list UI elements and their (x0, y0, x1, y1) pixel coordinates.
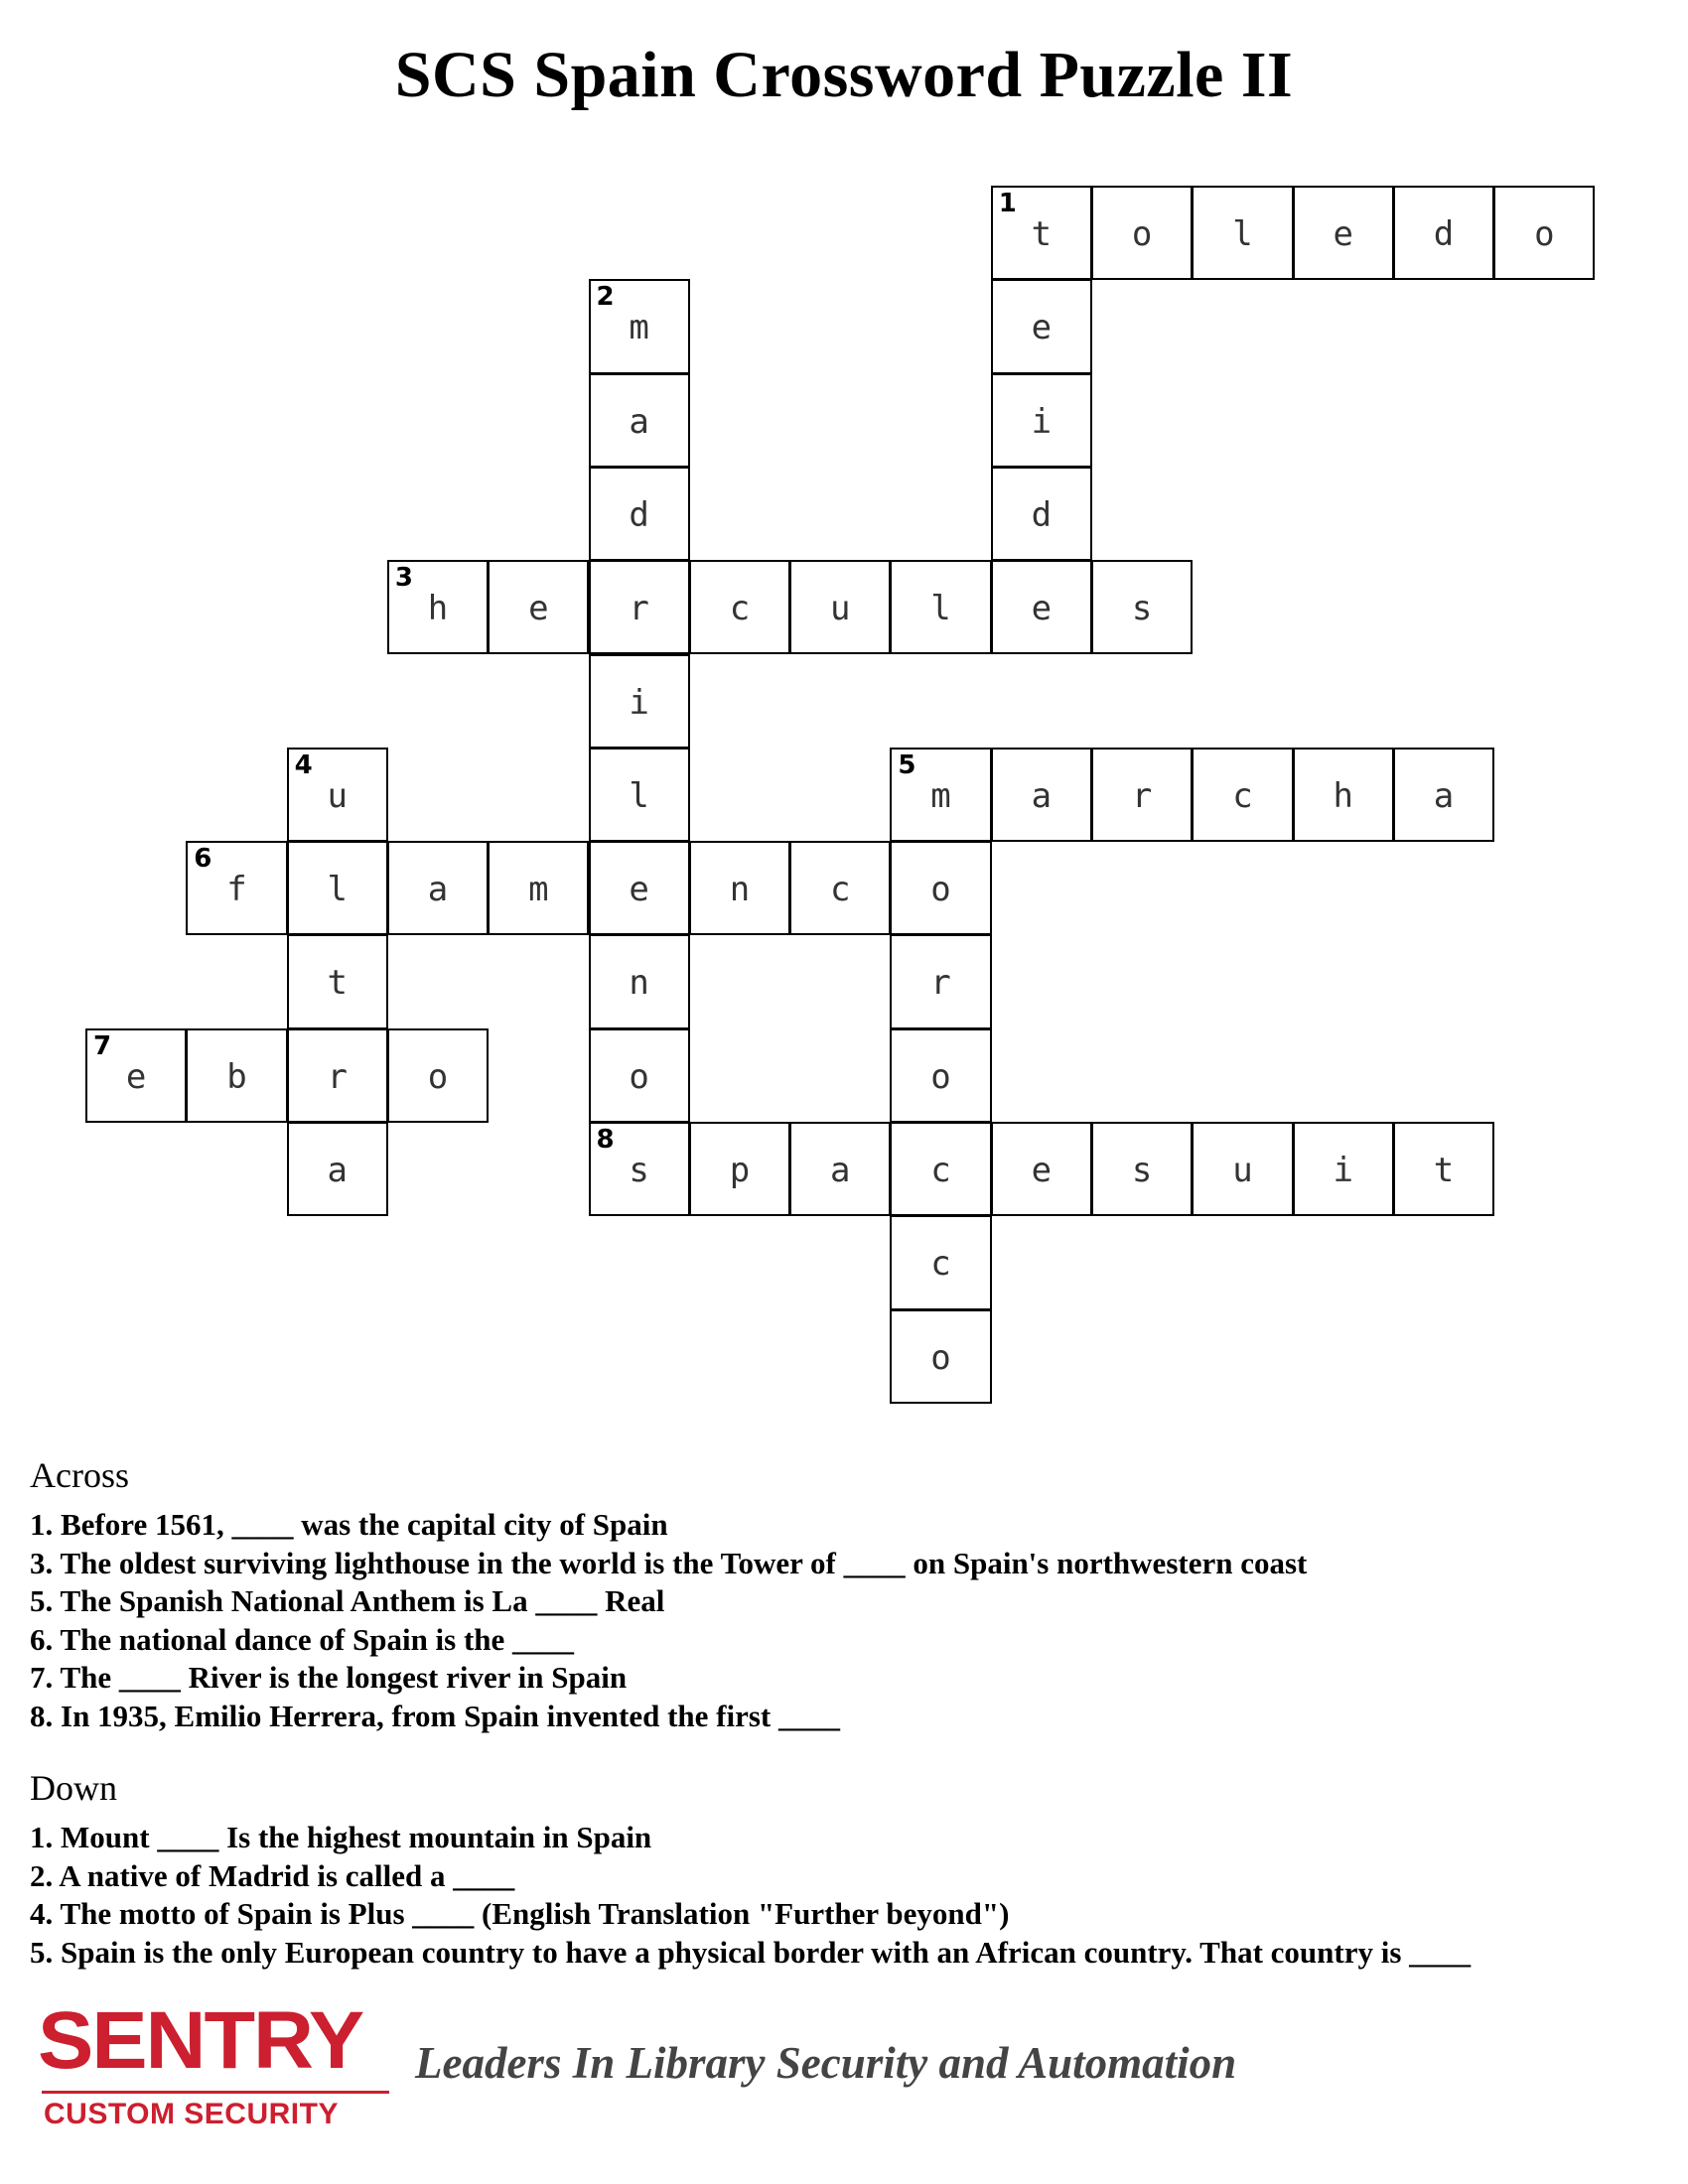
clue-number: 7 (93, 1030, 112, 1061)
crossword-cell[interactable] (287, 1122, 388, 1216)
clue-number: 1 (998, 189, 1017, 218)
crossword-cell[interactable] (1192, 186, 1293, 280)
clue-number: 4 (294, 750, 313, 780)
crossword-cell[interactable] (890, 1309, 991, 1404)
cell-letter: e (1333, 214, 1353, 254)
cell-letter: n (729, 870, 751, 910)
cell-letter: o (1131, 214, 1153, 254)
crossword-cell[interactable] (1293, 748, 1394, 842)
crossword-cell[interactable] (589, 467, 690, 561)
cell-letter: d (1031, 494, 1053, 535)
crossword-cell[interactable] (589, 373, 690, 468)
crossword-cell[interactable] (689, 841, 790, 935)
crossword-cell[interactable] (387, 560, 489, 654)
crossword-cell[interactable] (1091, 748, 1193, 842)
page-title: SCS Spain Crossword Puzzle II (394, 39, 1294, 111)
down-clue-list (30, 1819, 1658, 1972)
cell-letter: i (629, 682, 649, 723)
cell-letter: s (629, 1151, 649, 1190)
cell-letter: o (629, 1056, 649, 1097)
cell-letter: t (1433, 1151, 1455, 1190)
crossword-cell[interactable] (789, 841, 891, 935)
across-heading: Across (30, 1455, 129, 1495)
clue-number: 2 (596, 282, 615, 313)
cell-letter: e (1031, 308, 1053, 348)
cell-letter: m (629, 308, 649, 348)
crossword-cell[interactable] (1091, 560, 1193, 654)
cell-letter: s (1131, 1151, 1153, 1190)
tagline: Leaders In Library Security and Automation (415, 2038, 1237, 2088)
crossword-cell[interactable] (488, 841, 589, 935)
cell-letter: l (327, 870, 348, 910)
crossword-cell[interactable] (1091, 1122, 1193, 1216)
cell-letter: d (629, 494, 649, 535)
across-clue: 7. The ____ River is the longest river in Spain (30, 1660, 628, 1695)
crossword-cell[interactable] (789, 1122, 891, 1216)
crossword-cell[interactable] (488, 560, 589, 654)
down-clue: 5. Spain is the only European country to have a physical border with an African country. That country is ____ (30, 1934, 1472, 1970)
cell-letter: s (1131, 589, 1153, 629)
crossword-cell[interactable] (1293, 1122, 1394, 1216)
crossword-cell[interactable] (991, 1122, 1092, 1216)
crossword-cell[interactable] (1293, 186, 1394, 280)
crossword-cell[interactable] (890, 841, 991, 935)
down-clue: 1. Mount ____ Is the highest mountain in Spain (30, 1820, 652, 1854)
cell-letter: u (1232, 1151, 1253, 1190)
cell-letter: o (930, 1056, 951, 1097)
crossword-cell[interactable] (387, 1028, 489, 1123)
cell-letter: t (327, 963, 348, 1004)
crossword-cell[interactable] (689, 560, 790, 654)
crossword-cell[interactable] (1493, 186, 1595, 280)
crossword-cell[interactable] (1393, 748, 1494, 842)
cell-letter: a (1433, 775, 1455, 816)
crossword-cell[interactable] (991, 748, 1092, 842)
down-clue: 4. The motto of Spain is Plus ____ (English Translation "Further beyond") (30, 1896, 1010, 1931)
crossword-cell[interactable] (186, 841, 287, 935)
across-clue: 1. Before 1561, ____ was the capital city of Spain (30, 1507, 668, 1542)
across-clue: 8. In 1935, Emilio Herrera, from Spain invented the first ____ (30, 1698, 841, 1733)
crossword-cell[interactable] (1192, 1122, 1293, 1216)
cell-letter: c (729, 589, 751, 629)
cell-letter: a (327, 1151, 348, 1190)
crossword-cell[interactable] (991, 467, 1092, 561)
cell-letter: a (427, 870, 449, 910)
crossword-cell[interactable] (589, 841, 690, 935)
crossword-cell[interactable] (890, 1215, 991, 1309)
crossword-cell[interactable] (589, 1122, 690, 1216)
cell-letter: a (1031, 775, 1053, 816)
clue-number: 3 (394, 563, 413, 594)
cell-letter: i (1031, 401, 1053, 442)
cell-letter: f (226, 870, 247, 910)
clue-number: 8 (596, 1125, 615, 1155)
cell-letter: m (930, 775, 951, 816)
crossword-cell[interactable] (589, 748, 690, 842)
crossword-cell[interactable] (890, 934, 991, 1028)
cell-letter: e (629, 870, 649, 910)
crossword-cell[interactable] (589, 934, 690, 1028)
crossword-cell[interactable] (287, 841, 388, 935)
crossword-cell[interactable] (287, 934, 388, 1028)
cell-letter: e (125, 1056, 147, 1097)
cell-letter: o (930, 1337, 951, 1378)
crossword-cell[interactable] (1393, 186, 1494, 280)
cell-letter: l (1232, 214, 1253, 254)
cell-letter: a (830, 1151, 851, 1190)
down-clue: 2. A native of Madrid is called a ____ (30, 1857, 515, 1893)
cell-letter: l (930, 589, 951, 629)
cell-letter: r (629, 589, 649, 629)
clue-number: 6 (194, 844, 212, 875)
crossword-cell[interactable] (1091, 186, 1193, 280)
cell-letter: a (629, 401, 649, 442)
cell-letter: l (629, 775, 649, 816)
across-clue: 5. The Spanish National Anthem is La ____ Real (30, 1583, 665, 1618)
crossword-cell[interactable] (589, 560, 690, 654)
crossword-cell[interactable] (287, 1028, 388, 1123)
crossword-cell[interactable] (890, 560, 991, 654)
cell-letter: e (528, 589, 549, 629)
crossword-cell[interactable] (890, 1122, 991, 1216)
crossword-cell[interactable] (1393, 1122, 1494, 1216)
cell-letter: n (629, 963, 649, 1004)
cell-letter: t (1031, 214, 1053, 254)
across-clue-list (30, 1506, 1658, 1735)
logo-wordmark: SENTRY (38, 1995, 363, 2086)
crossword-cell[interactable] (991, 373, 1092, 468)
crossword-cell[interactable] (186, 1028, 287, 1123)
cell-letter: b (226, 1056, 247, 1097)
crossword-cell[interactable] (890, 748, 991, 842)
logo-subtitle: CUSTOM SECURITY (44, 2098, 339, 2130)
cell-letter: e (1031, 589, 1053, 629)
cell-letter: r (1131, 775, 1153, 816)
crossword-cell[interactable] (1192, 748, 1293, 842)
cell-letter: c (930, 1244, 951, 1285)
cell-letter: o (930, 870, 951, 910)
cell-letter: c (930, 1151, 951, 1190)
down-heading: Down (30, 1768, 117, 1808)
cell-letter: r (930, 963, 951, 1004)
cell-letter: c (830, 870, 851, 910)
cell-letter: o (1534, 214, 1555, 254)
clues-section (30, 1454, 1658, 1972)
cell-letter: u (327, 775, 348, 816)
crossword-cell[interactable] (991, 560, 1092, 654)
cell-letter: i (1333, 1151, 1353, 1190)
cell-letter: d (1433, 214, 1455, 254)
crossword-cell[interactable] (387, 841, 489, 935)
crossword-cell[interactable] (287, 748, 388, 842)
crossword-cell[interactable] (789, 560, 891, 654)
cell-letter: m (528, 870, 549, 910)
crossword-cell[interactable] (589, 654, 690, 749)
crossword-cell[interactable] (991, 279, 1092, 373)
cell-letter: c (1232, 775, 1253, 816)
crossword-cell[interactable] (589, 1028, 690, 1123)
cell-letter: p (729, 1151, 751, 1190)
crossword-cell[interactable] (991, 186, 1092, 280)
clue-number: 5 (898, 750, 916, 780)
logo-rule (42, 2091, 389, 2094)
across-clue: 6. The national dance of Spain is the ____ (30, 1621, 575, 1657)
crossword-cell[interactable] (85, 1028, 187, 1123)
cell-letter: r (327, 1056, 348, 1097)
cell-letter: u (830, 589, 851, 629)
cell-letter: h (1333, 775, 1353, 816)
cell-letter: h (427, 589, 449, 629)
cell-letter: o (427, 1056, 449, 1097)
cell-letter: e (1031, 1151, 1053, 1190)
sentry-logo (38, 1995, 395, 2149)
crossword-cell[interactable] (890, 1028, 991, 1123)
crossword-cell[interactable] (589, 279, 690, 373)
across-clue: 3. The oldest surviving lighthouse in the world is the Tower of ____ on Spain's northwestern coast (30, 1545, 1308, 1580)
crossword-cell[interactable] (689, 1122, 790, 1216)
